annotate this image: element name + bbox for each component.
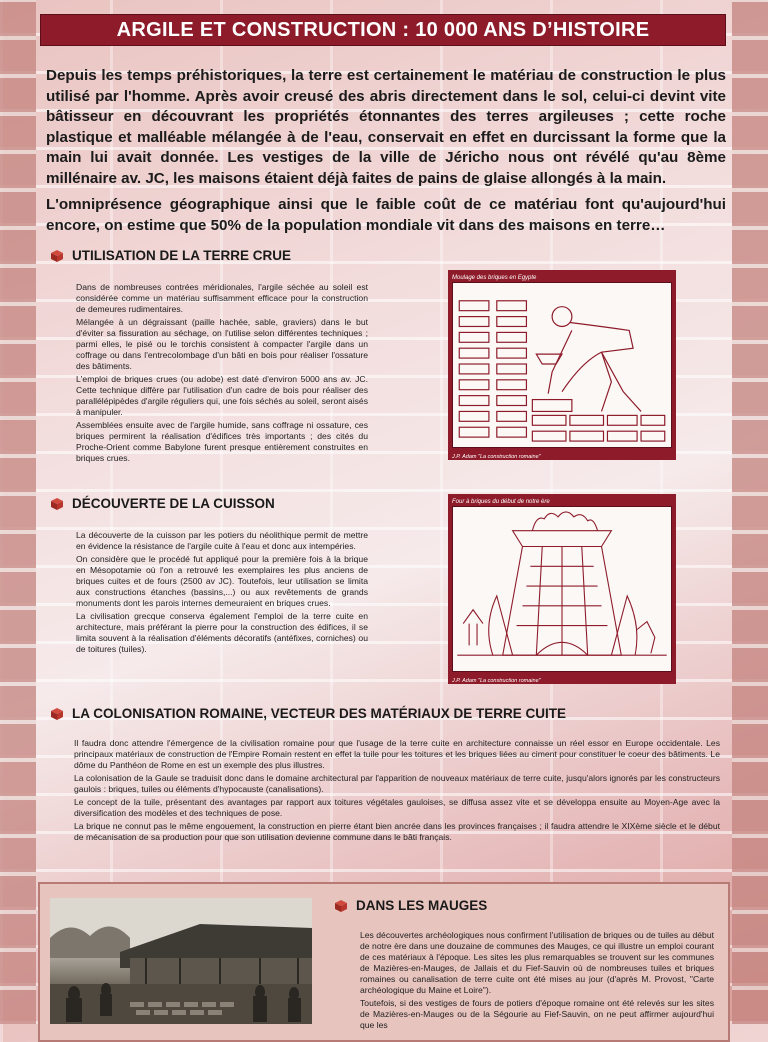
paragraph: La brique ne connut pas le même engouement, la construction en pierre étant bien ancrée dans les provinces françaises ; il faudra attendre le XIXème siècle et le début de mécanisation de sa production pour que son utilisation devienne commune dans le bâti français. <box>74 821 720 842</box>
paragraph: Dans de nombreuses contrées méridionales, l'argile séchée au soleil est considérée comme un matériau suffisamment efficace pour la construction de demeures rudimentaires. <box>76 282 368 314</box>
section-heading-label: UTILISATION DE LA TERRE CRUE <box>72 248 291 263</box>
brick-cube-icon <box>334 899 348 913</box>
page-title: ARGILE ET CONSTRUCTION : 10 000 ANS D’HISTOIRE <box>116 18 650 41</box>
paragraph: Le concept de la tuile, présentant des avantages par rapport aux toitures végétales gauloises, se diffusa assez vite et se développa ensuite au Moyen-Age avec la diversification des modèles et des techniques de pose. <box>74 797 720 818</box>
section-heading-romaine <box>50 706 566 721</box>
paragraph: Il faudra donc attendre l'émergence de la civilisation romaine pour que l'usage de la terre cuite en architecture connaisse un réel essor en Europe occidentale. Les principaux matériaux de construction de l'Empire Romain restent en effet la tuile pour les toitures et les briques liées au ciment pour constituer le coeur des bâtiments. Le dôme du Panthéon de Rome en est un exemple des plus illustres. <box>74 738 720 770</box>
section-heading-mauges <box>334 898 487 913</box>
brick-wall-left <box>0 0 36 1024</box>
figure-credit: J.P. Adam "La construction romaine" <box>452 678 541 684</box>
section-heading-cuisson <box>50 496 275 511</box>
paragraph: La colonisation de la Gaule se traduisit donc dans le domaine architectural par l'apparition de nouveaux matériaux de terre cuite, jusqu'alors ignorés par les constructeurs gaulois : briques, tuiles ou éléments d'hypocauste (canalisations). <box>74 773 720 794</box>
intro-paragraph-2: L'omniprésence géographique ainsi que le faible coût de ce matériau font qu'aujourd'hui encore, on estime que 50% de la population mondiale vit dans des maisons en terre… <box>46 196 726 234</box>
intro-text <box>46 66 726 236</box>
brick-cube-icon <box>50 249 64 263</box>
historical-photo <box>50 898 312 1024</box>
figure-caption: Moulage des briques en Egypte <box>452 275 537 281</box>
figure-caption: Four à briques du début de notre ère <box>452 499 550 505</box>
paragraph: L'emploi de briques crues (ou adobe) est daté d'environ 5000 ans av. JC. Cette technique diffère par l'utilisation d'un cadre de bois pour réaliser des parallélépipèdes d'argile réguliers qui, une fois séchés au soleil, seront aisés à manipuler. <box>76 374 368 417</box>
brick-cube-icon <box>50 707 64 721</box>
paragraph: Mélangée à un dégraissant (paille hachée, sable, graviers) dans le but d'éviter sa fissuration au séchage, on l'utilise selon différentes techniques ; parmi elles, le pisé ou le torchis consistent à compacter l'argile dans un coffrage ou dans l'entrecolombage d'un bâti en bois pour réaliser l'ossature des bâtiments. <box>76 317 368 371</box>
figure-credit: J.P. Adam "La construction romaine" <box>452 454 541 460</box>
paragraph: La civilisation grecque conserva également l'emploi de la terre cuite en architecture, mais préférant la pierre pour la construction des édifices, il se limita souvent à la réalisation d'éléments décoratifs (antéfixes, corniches) ou de toitures (tuiles). <box>76 611 368 654</box>
paragraph: La découverte de la cuisson par les potiers du néolithique permit de mettre en évidence la résistance de l'argile cuite à l'eau et donc aux intempéries. <box>76 530 368 551</box>
title-banner <box>40 14 726 46</box>
brick-kiln-illustration <box>452 506 672 672</box>
figure-brick-kiln <box>448 494 676 684</box>
figure-brick-molding <box>448 270 676 460</box>
intro-paragraph-1: Depuis les temps préhistoriques, la terre est certainement le matériau de construction le plus utilisé par l'homme. Après avoir creusé des abris directement dans le sol, celui-ci devint vite bâtisseur en découvrant les propriétés étonnantes des terres argileuses ; cette roche plastique et malléable mélangée à de l'eau, conservait en effet en durcissant la forme que la main lui avait donnée. Les vestiges de la ville de Jéricho nous ont révélé qu'au 8ème millénaire av. JC, les maisons étaient déjà faites de pains de glaise allongés à la main. <box>46 67 726 187</box>
brick-molding-illustration <box>452 282 672 448</box>
cuisson-text <box>76 530 368 655</box>
terre-crue-text <box>76 282 368 464</box>
section-heading-terre-crue <box>50 248 291 263</box>
brickworks-photo-illustration <box>50 898 312 1024</box>
paragraph: Toutefois, si des vestiges de fours de potiers d'époque romaine ont été relevés sur les sites de Mazières-en-Mauges ou de la Ségourie au Fief-Sauvin, on ne peut affirmer aujourd'hui que les <box>360 998 714 1030</box>
brick-cube-icon <box>50 497 64 511</box>
mauges-text <box>360 930 714 1030</box>
paragraph: Assemblées ensuite avec de l'argile humide, sans coffrage ni ossature, ces briques permirent la réalisation d'édifices très importants ; des cités du Proche-Orient comme Babylone furent presque entièrement construites en briques crues. <box>76 420 368 463</box>
paragraph: Les découvertes archéologiques nous confirment l'utilisation de briques ou de tuiles au début de notre ère dans une douzaine de communes des Mauges, ce qui illustre un emploi courant de ces matériaux à l'époque. Les sites les plus remarquables se trouvent sur les communes de Mazières-en-Mauges, de Jallais et du Fief-Sauvin où de nombreuses tuiles et briques romaines ou canalisation de terre cuite ont été mises au jour (d'après M. Provost, "Carte archéologique du Maine et Loire"). <box>360 930 714 995</box>
section-heading-label: DANS LES MAUGES <box>356 898 488 913</box>
romaine-text <box>74 738 720 843</box>
paragraph: On considère que le procédé fut appliqué pour la première fois à la brique en Mésopotamie où l'on a retrouvé les exemplaires les plus anciens de briques cuites et de fours (2500 av JC). Toutefois, leur utilisation se limita aux constructions étanches (bassins,...) ou aux revêtements de grands monuments dont les parois internes demeuraient en briques crues. <box>76 554 368 608</box>
brick-wall-right <box>732 0 768 1024</box>
section-heading-label: LA COLONISATION ROMAINE, VECTEUR DES MATÉRIAUX DE TERRE CUITE <box>72 706 567 721</box>
section-heading-label: DÉCOUVERTE DE LA CUISSON <box>72 496 275 511</box>
